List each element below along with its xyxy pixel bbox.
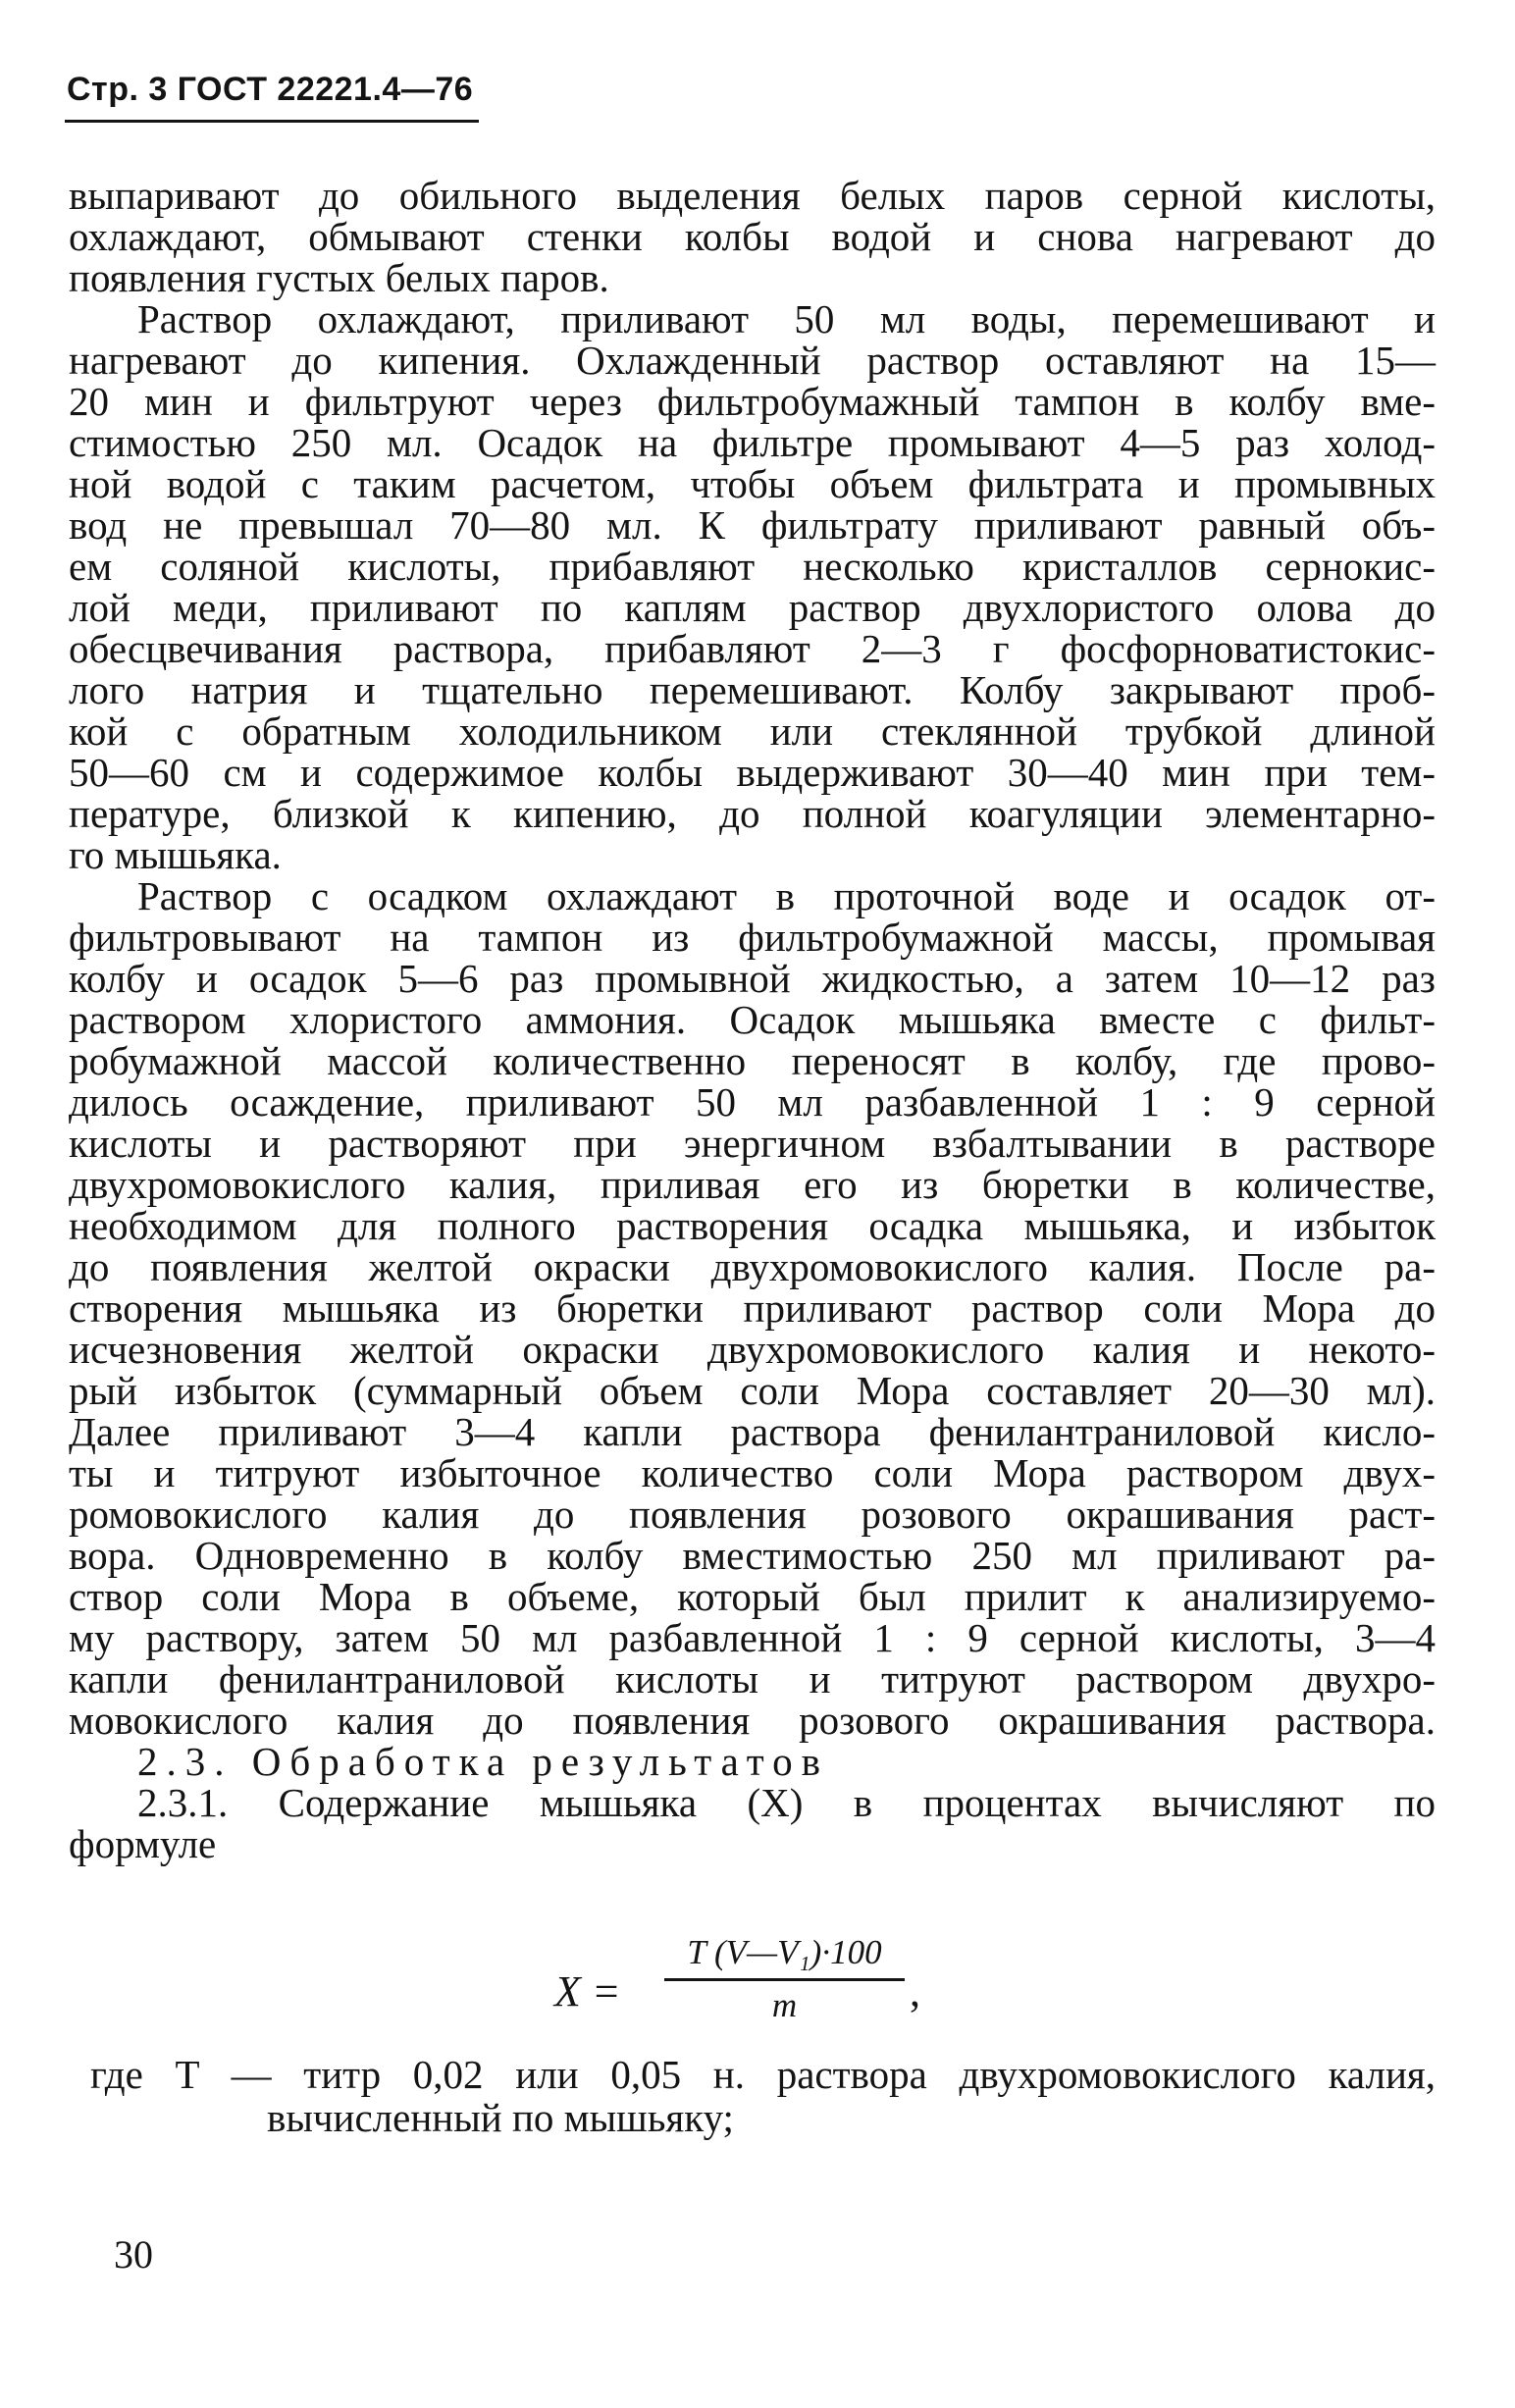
text-line: Раствор с осадком охлаждают в проточной воде и осадок от-	[137, 873, 1436, 918]
section-heading: 2.3. Обработка результатов	[137, 1739, 830, 1784]
text-line: обесцвечивания раствора, прибавляют 2—3 г фосфорноватистокис-	[69, 626, 1436, 671]
text-line: появления густых белых паров.	[69, 255, 609, 300]
text-line: кой с обратным холодильником или стеклянной трубкой длиной	[69, 708, 1436, 754]
text-line: пературе, близкой к кипению, до полной коагуляции элементарно-	[69, 791, 1436, 836]
text-line: охлаждают, обмывают стенки колбы водой и снова нагревают до	[69, 214, 1436, 259]
text-line: ной водой с таким расчетом, чтобы объем фильтрата и промывных	[69, 461, 1436, 506]
text-line: стимостью 250 мл. Осадок на фильтре промывают 4—5 раз холод-	[69, 420, 1436, 465]
formula-legend	[90, 2053, 1436, 2139]
formula-lhs: X =	[554, 1967, 621, 2015]
text-line: фильтровывают на тампон из фильтробумажной массы, промывая	[69, 915, 1436, 960]
text-line: створения мышьяка из бюретки приливают раствор соли Мора до	[69, 1285, 1436, 1331]
page-header: Стр. 3 ГОСТ 22221.4—76	[67, 71, 474, 108]
text-line: ем соляной кислоты, прибавляют несколько кристаллов сернокис-	[69, 544, 1436, 589]
text-line: дилось осаждение, приливают 50 мл разбавленной 1 : 9 серной	[69, 1079, 1436, 1125]
text-line: 2.3.1. Содержание мышьяка (X) в процентах вычисляют по	[137, 1780, 1436, 1825]
formula-denominator: m	[771, 1986, 798, 2024]
text-line: вод не превышал 70—80 мл. К фильтрату приливают равный объ-	[69, 502, 1436, 548]
text-line: нагревают до кипения. Охлажденный раствор оставляют на 15—	[69, 338, 1436, 383]
text-line: двухромовокислого калия, приливая его из бюретки в количестве,	[69, 1162, 1436, 1207]
text-line: ты и титруют избыточное количество соли Мора раствором двух-	[69, 1450, 1436, 1495]
page-number: 30	[114, 2232, 153, 2277]
text-line: го мышьяка.	[69, 832, 282, 877]
text-line: необходимом для полного растворения осадка мышьяка, и избыток	[69, 1203, 1436, 1248]
text-line: 50—60 см и содержимое колбы выдерживают 30—40 мин при тем-	[69, 750, 1436, 795]
text-line: створ соли Мора в объеме, который был прилит к анализируемо-	[69, 1574, 1436, 1619]
text-line: колбу и осадок 5—6 раз промывной жидкостью, а затем 10—12 раз	[69, 956, 1436, 1001]
body-text	[69, 175, 1436, 1864]
formula-comma: ,	[910, 1967, 920, 2015]
text-line: мовокислого калия до появления розового окрашивания раствора.	[69, 1698, 1436, 1743]
text-line: вора. Одновременно в колбу вместимостью 250 мл приливают ра-	[69, 1533, 1436, 1578]
formula-fraction	[664, 1931, 905, 2024]
text-line: рый избыток (суммарный объем соли Мора составляет 20—30 мл).	[69, 1368, 1436, 1413]
text-line: раствором хлористого аммония. Осадок мышьяка вместе с фильт-	[69, 997, 1436, 1042]
formula-numerator: T (V—V₁)·100	[687, 1933, 882, 1971]
text-line: Раствор охлаждают, приливают 50 мл воды, перемешивают и	[137, 296, 1436, 341]
text-line: капли фенилантраниловой кислоты и титруют раствором двухро-	[69, 1656, 1436, 1701]
text-line: 20 мин и фильтруют через фильтробумажный тампон в колбу вме-	[69, 379, 1436, 424]
text-line: до появления желтой окраски двухромовокислого калия. После ра-	[69, 1244, 1436, 1289]
text-line: исчезновения желтой окраски двухромовокислого калия и некото-	[69, 1327, 1436, 1372]
header-rule	[65, 120, 479, 123]
text-line: лой меди, приливают по каплям раствор двухлористого олова до	[69, 585, 1436, 630]
text-line: робумажной массой количественно переносят в колбу, где прово-	[69, 1038, 1436, 1083]
text-line: формуле	[69, 1821, 217, 1866]
legend-line: где T — титр 0,02 или 0,05 н. раствора двухромовокислого калия,	[90, 2052, 1436, 2097]
text-line: ромовокислого калия до появления розового окрашивания раст-	[69, 1492, 1436, 1537]
legend-line: вычисленный по мышьяку;	[267, 2095, 734, 2140]
text-line: выпаривают до обильного выделения белых паров серной кислоты,	[69, 173, 1436, 218]
text-line: лого натрия и тщательно перемешивают. Колбу закрывают проб-	[69, 667, 1436, 712]
text-line: кислоты и растворяют при энергичном взбалтывании в растворе	[69, 1121, 1436, 1166]
text-line: му раствору, затем 50 мл разбавленной 1 : 9 серной кислоты, 3—4	[69, 1615, 1436, 1660]
text-line: Далее приливают 3—4 капли раствора фенилантраниловой кисло-	[69, 1409, 1436, 1454]
